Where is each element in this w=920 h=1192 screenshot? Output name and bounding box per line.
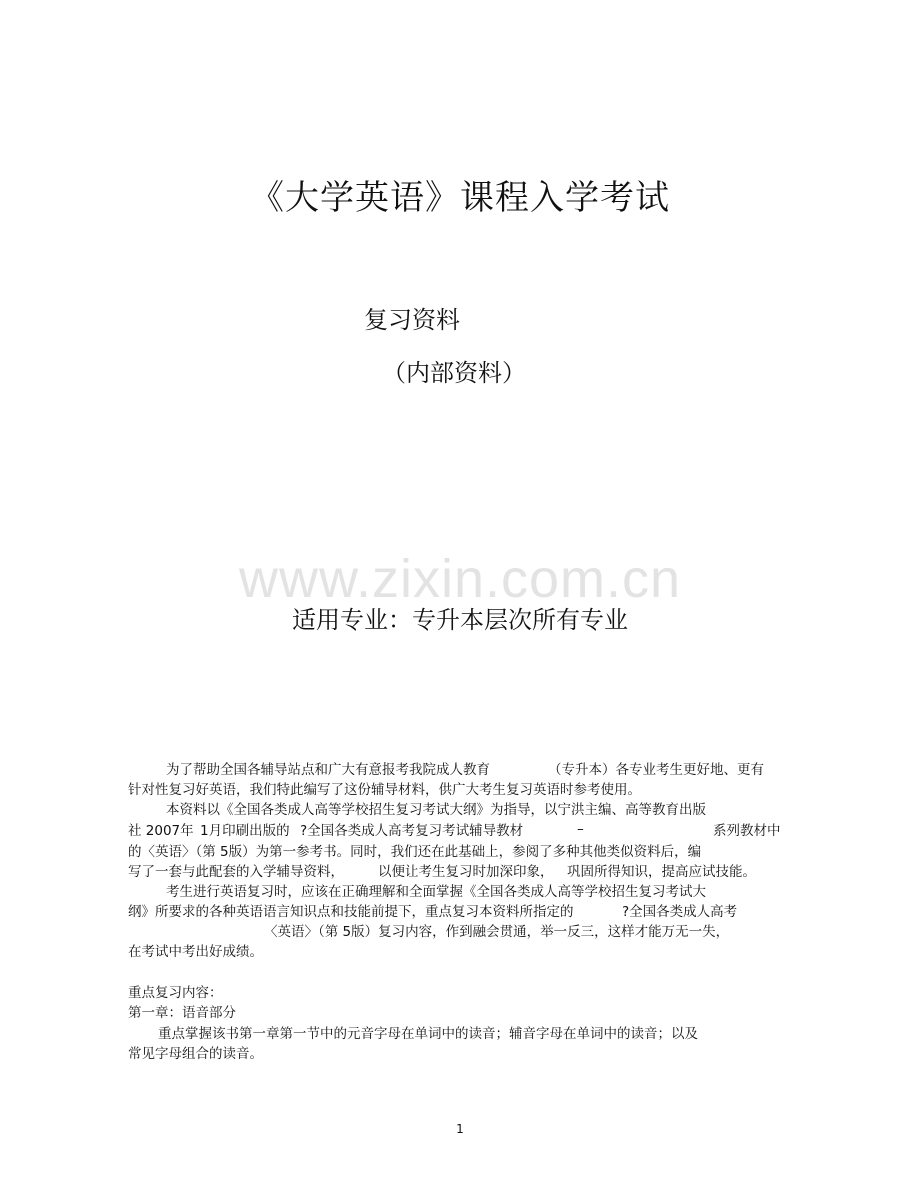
paragraph-line: 为了帮助全国各辅导站点和广大有意报考我院成人教育 (166, 762, 490, 778)
paragraph-line: ?全国各类成人高考 (622, 904, 738, 920)
document-title: 《大学英语》课程入学考试 (250, 178, 670, 218)
watermark: www.zixin.com.cn (238, 549, 682, 609)
internal-note: （内部资料） (382, 359, 526, 387)
page-number: 1 (456, 1122, 464, 1136)
paragraph-line: ?全国各类成人高考复习考试辅导教材 (300, 823, 524, 839)
paragraph-line: 以便让考生复习时加深印象， (378, 864, 554, 880)
paragraph-line: 常见字母组合的读音。 (128, 1046, 263, 1062)
paragraph-line: 针对性复习好英语，我们特此编写了这份辅导材料，供广大考生复习英语时参考使用。 (128, 782, 641, 798)
paragraph-line: 写了一套与此配套的入学辅导资料， (128, 864, 344, 880)
paragraph-line: 重点掌握该书第一章第一节中的元音字母在单词中的读音；辅音字母在单词中的读音；以及 (158, 1026, 698, 1042)
paragraph-line: 〈英语〉（第 5版）复习内容，作到融会贯通，举一反三，这样才能万无一失， (264, 924, 730, 940)
paragraph-line: 的〈英语〉（第 5版）为第一参考书。同时，我们还在此基础上，参阅了多种其他类似资料后，编 (128, 844, 702, 860)
review-heading: 重点复习内容： (128, 985, 223, 1001)
paragraph-line: 系列教材中 (713, 823, 781, 839)
paragraph-line: 巩固所得知识，提高应试技能。 (567, 864, 756, 880)
paragraph-line: 本资料以《全国各类成人高等学校招生复习考试大纲》为指导，以宁洪主编、高等教育出版 (166, 802, 706, 818)
paragraph-line: （专升本）各专业考生更好地、更有 (548, 762, 764, 778)
paragraph-line: – (577, 821, 584, 837)
applicable-major: 适用专业：专升本层次所有专业 (292, 606, 628, 634)
paragraph-line: 考生进行英语复习时，应该在正确理解和全面掌握《全国各类成人高等学校招生复习考试大 (166, 884, 706, 900)
paragraph-line: 在考试中考出好成绩。 (128, 944, 263, 960)
paragraph-line: 社 2007年 (128, 823, 194, 839)
chapter-heading: 第一章：语音部分 (128, 1005, 236, 1021)
paragraph-line: 1月印刷出版的 (200, 823, 290, 839)
paragraph-line: 纲》所要求的各种英语语言知识点和技能前提下，重点复习本资料所指定的 (128, 904, 574, 920)
document-subtitle: 复习资料 (364, 306, 460, 334)
